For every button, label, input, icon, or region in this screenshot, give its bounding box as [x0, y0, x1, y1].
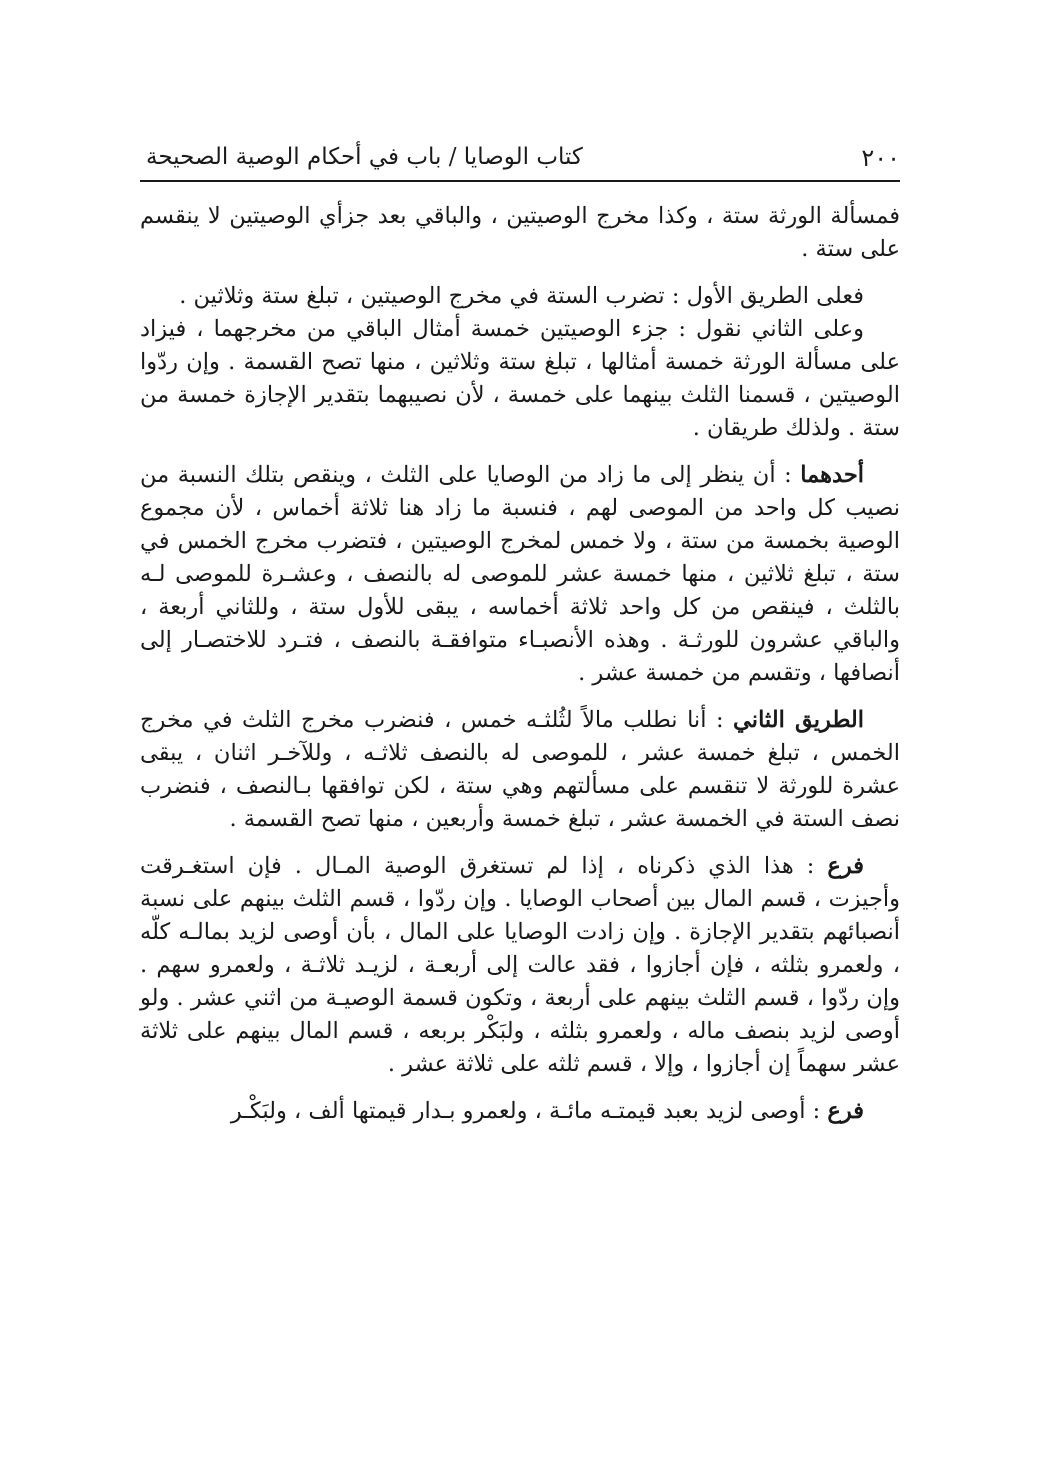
paragraph-lead: فرع	[827, 853, 864, 879]
paragraph-text: : أوصى لزيد بعبد قيمتـه مائـة ، ولعمرو بـدار قيمتها ألف ، ولبَكْـر	[230, 1098, 828, 1124]
header-rule	[140, 180, 900, 182]
paragraph-3	[140, 313, 900, 445]
paragraph-text: وعلى الثاني نقول : جزء الوصيتين خمسة أمثال الباقي من مخرجهما ، فيزاد على مسألة الورثة خمسة أمثالها ، تبلغ ستة وثلاثين ، منها تصح القسمة . وإن ردّوا الوصيتين ، قسمنا الثلث بينهما على خمسة ، لأن نصيبهما بتقدير الإجازة خمسة من ستة . ولذلك طريقان .	[140, 316, 900, 441]
paragraph-text: : هذا الذي ذكرناه ، إذا لم تستغرق الوصية المـال . فإن استغـرقت وأجيزت ، قسم المال بين أصحاب الوصايا . وإن ردّوا ، قسم الثلث بينهم على نسبة أنصبائهم بتقدير الإجازة . وإن زادت الوصايا على المال ، بأن أوصى لزيد بمالـه كلّه ، ولعمرو بثلثه ، فإن أجازوا ، فقد عالت إلى أربعـة ، لزيـد ثلاثـة ، ولعمرو سهم . وإن ردّوا ، قسم الثلث بينهم على أربعة ، وتكون قسمة الوصيـة من اثني عشر . ولو أوصى لزيد بنصف ماله ، ولعمرو بثلثه ، ولبَكْر بربعه ، قسم المال بينهم على ثلاثة عشر سهماً إن أجازوا ، وإلا ، قسم ثلثه على ثلاثة عشر .	[140, 853, 900, 1077]
paragraph-5	[140, 704, 900, 836]
paragraph-1	[140, 200, 900, 266]
paragraph-text: فمسألة الورثة ستة ، وكذا مخرج الوصيتين ، والباقي بعد جزأي الوصيتين لا ينقسم على ستة .	[140, 203, 900, 262]
running-head: كتاب الوصايا / باب في أحكام الوصية الصحيحة	[146, 144, 583, 170]
paragraph-lead: الطريق الثاني	[733, 707, 865, 733]
paragraph-6	[140, 850, 900, 1081]
page-body	[140, 200, 900, 1128]
paragraph-text: فعلى الطريق الأول : تضرب الستة في مخرج الوصيتين ، تبلغ ستة وثلاثين .	[179, 283, 864, 309]
paragraph-lead: أحدهما	[800, 462, 864, 488]
page-header	[140, 138, 900, 178]
paragraph-text: : أنا نطلب مالاً لثُلثـه خمس ، فنضرب مخرج الثلث في مخرج الخمس ، تبلغ خمسة عشر ، للموصى له بالنصف ثلاثـه ، وللآخـر اثنان ، يبقى عشرة للورثة لا تنقسم على مسألتهم وهي ستة ، لكن توافقها بـالنصف ، فنضرب نصف الستة في الخمسة عشر ، تبلغ خمسة وأربعين ، منها تصح القسمة .	[140, 707, 900, 832]
paragraph-lead: فرع	[827, 1098, 864, 1124]
paragraph-7	[140, 1095, 900, 1128]
paragraph-text: : أن ينظر إلى ما زاد من الوصايا على الثلث ، وينقص بتلك النسبة من نصيب كل واحد من الموصى لهم ، فنسبة ما زاد هنا ثلاثة أخماس ، لأن مجموع الوصية بخمسة من ستة ، ولا خمس لمخرج الوصيتين ، فتضرب مخرج الخمس في ستة ، تبلغ ثلاثين ، منها خمسة عشر للموصى له بالنصف ، وعشـرة للموصى لـه بالثلث ، فينقص من كل واحد ثلاثة أخماسه ، يبقى للأول ستة ، وللثاني أربعة ، والباقي عشرون للورثـة . وهذه الأنصبـاء متوافقـة بالنصف ، فتـرد للاختصـار إلى أنصافها ، وتقسم من خمسة عشر .	[140, 462, 900, 686]
paragraph-4	[140, 459, 900, 690]
paragraph-2	[140, 280, 900, 313]
page-number: ٢٠٠	[861, 144, 900, 172]
